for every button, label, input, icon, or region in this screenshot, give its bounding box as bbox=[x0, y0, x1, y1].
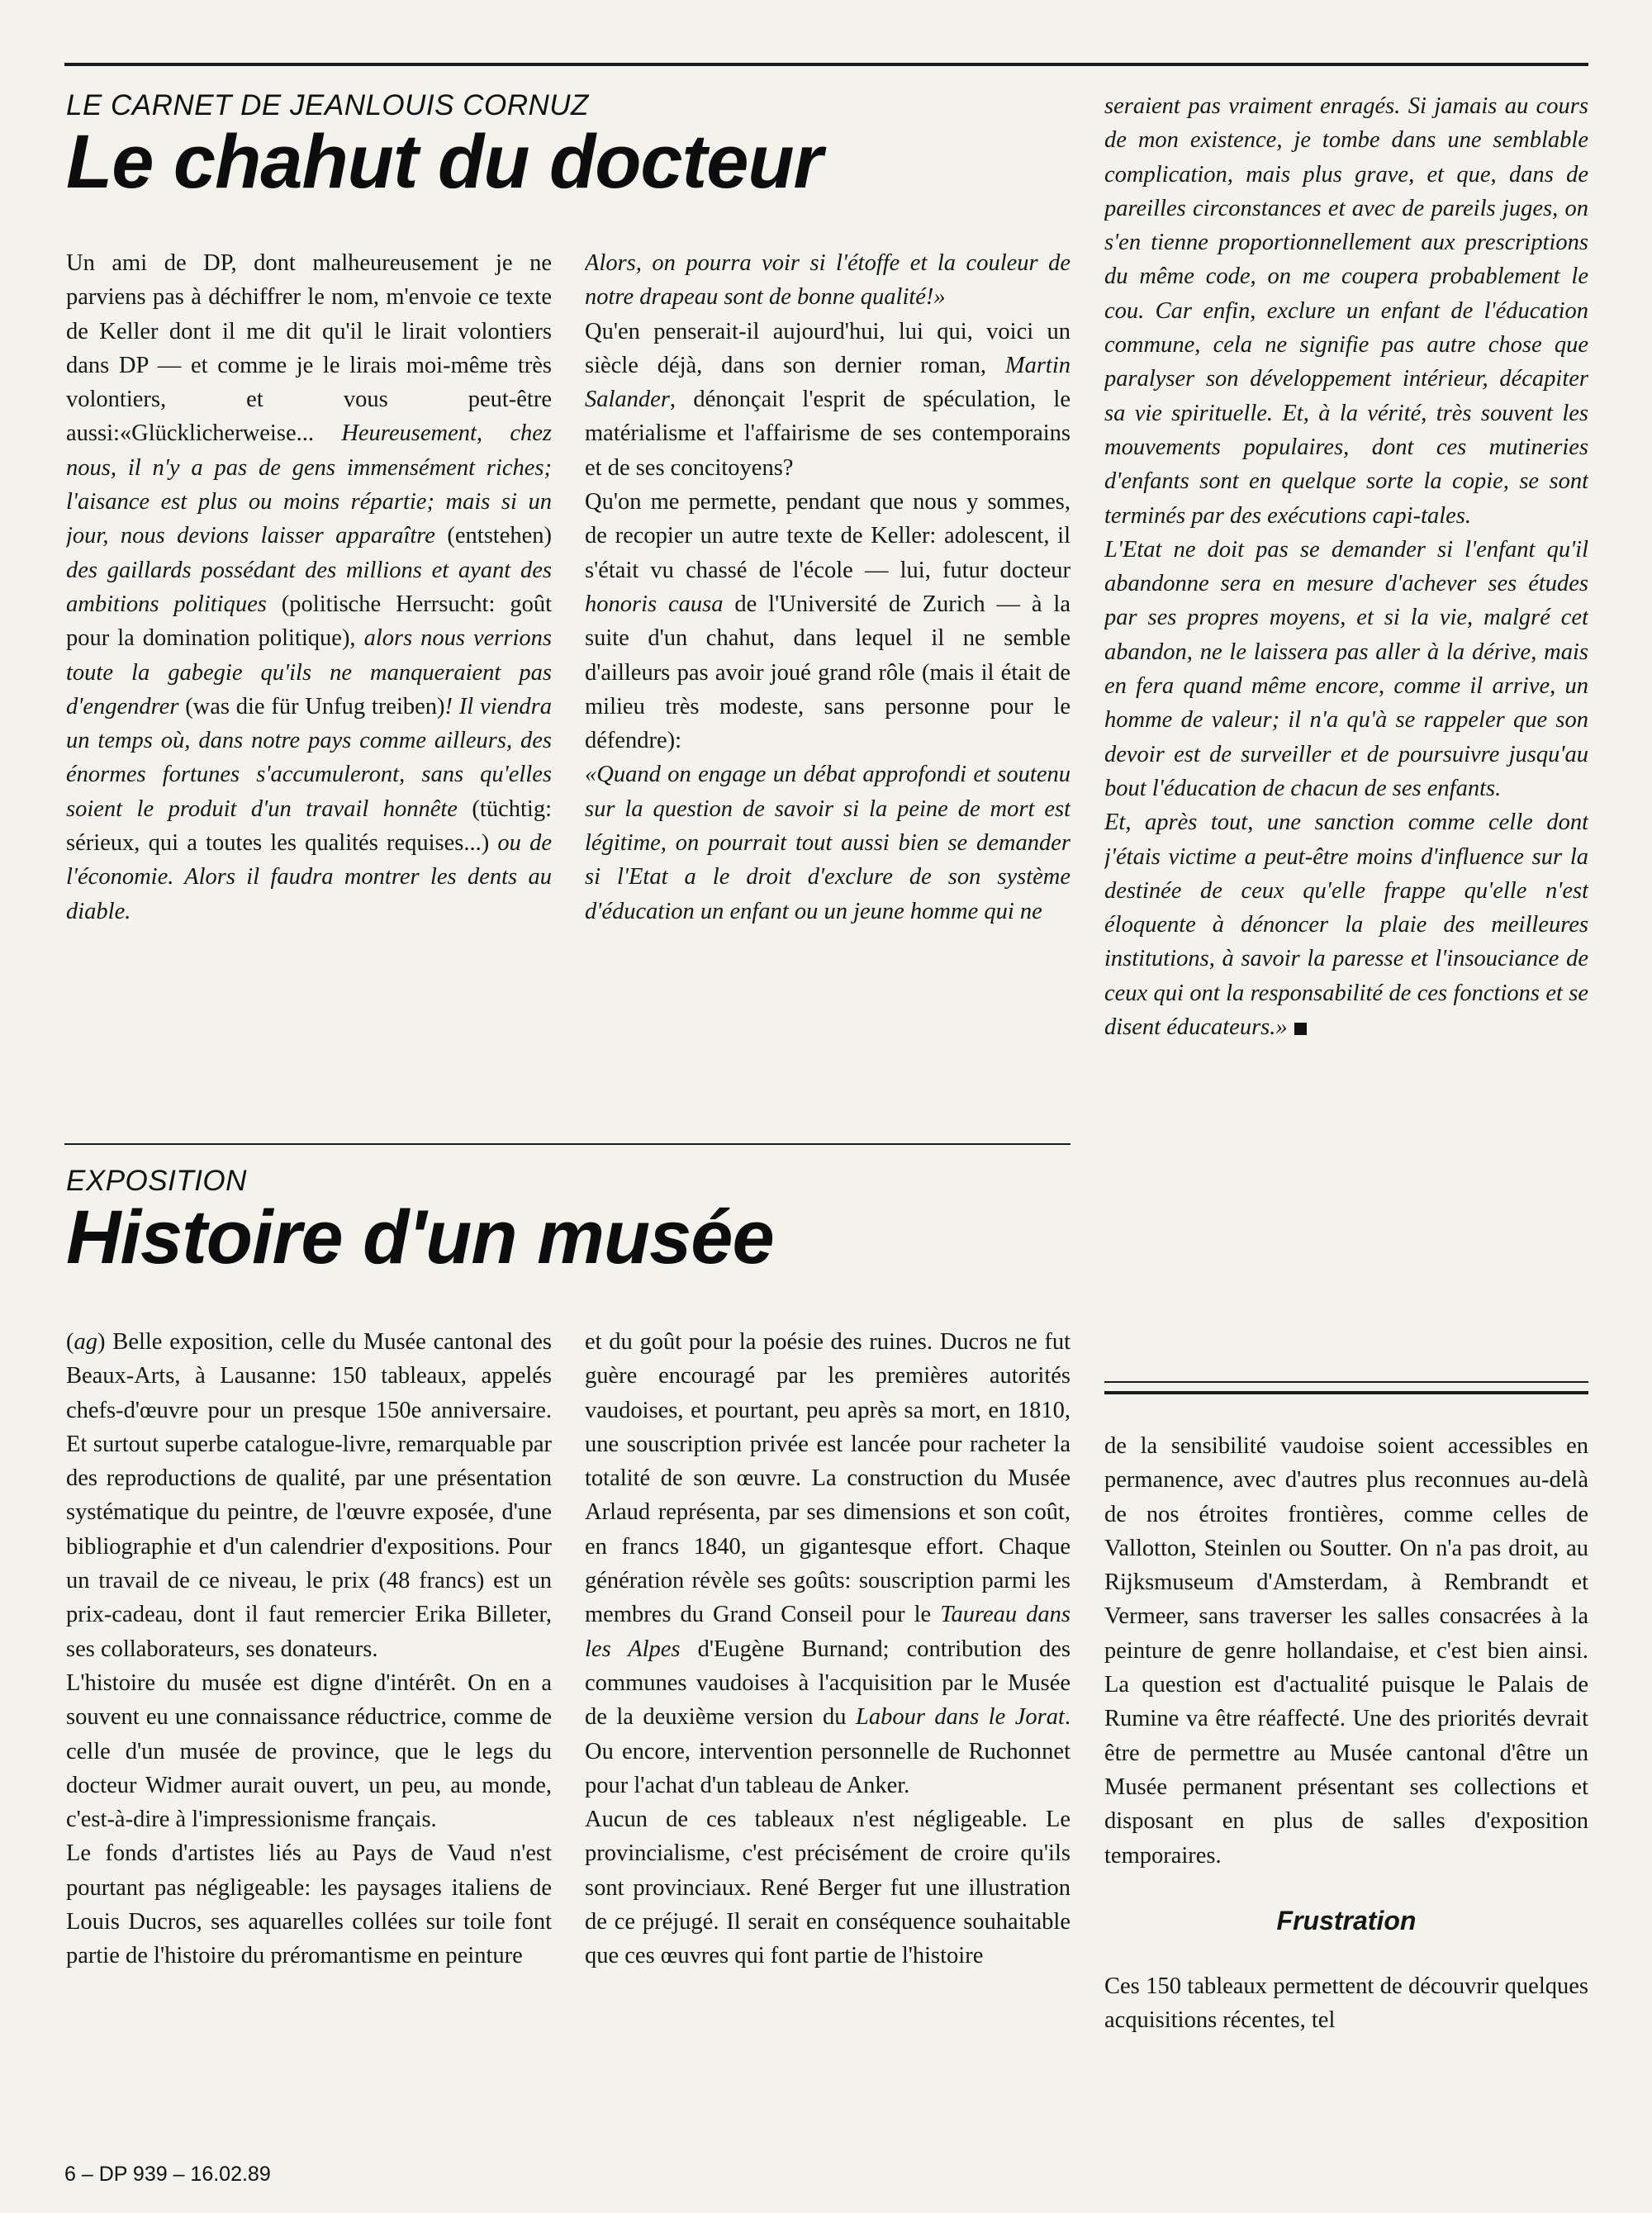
text-run: Labour dans le Jorat bbox=[855, 1704, 1065, 1731]
article2-col3-paragraph-1: de la sensibilité vaudoise soient accessibles en permanence, avec d'autres plus reconnues au-delà de nos étroites frontières, comme celles de Vallotton, Steinlen ou Soutter. On n'a pas droit, au Rijksmuseum d'Amsterdam, à Rembrandt et Vermeer, sans traverser les salles consacrées à la peinture de genre hollandaise, et c'est bien ainsi. La question est d'actualité puisque le Palais de Rumine va être réaffecté. Une des priorités devrait être de permettre au Musée cantonal d'être un Musée permanent présentant ses collections et disposant en plus de salles d'exposition temporaires. bbox=[1104, 1433, 1588, 1869]
text-run: ou de l'économie. Alors il faudra montrer les dents au diable. bbox=[66, 830, 552, 924]
column-divider-double-rule-top bbox=[1104, 1381, 1588, 1383]
text-run: «Quand on engage un débat approfondi et soutenu sur la question de savoir si la peine de mort est légitime, on pourrait tout aussi bien se demander si l'Etat a le droit d'exclure de son système d'éducation un enfant ou un jeune homme qui ne bbox=[585, 762, 1070, 924]
text-run: (tüchtig: sérieux, qui a toutes les qualités requises...) bbox=[66, 795, 552, 857]
text-run: d'Eugène Burnand; contribution des communes vaudoises à l'acquisition par le Musée de la deuxième version du bbox=[585, 1636, 1070, 1731]
article1-column-1 bbox=[66, 246, 552, 1056]
text-run: Qu'on me permette, pendant que nous y sommes, de recopier un autre texte de Keller: adolescent, il s'était vu chassé de l'école — lui, futur docteur bbox=[585, 489, 1070, 583]
text-run: ag bbox=[74, 1329, 97, 1355]
article2-subhead-frustration: Frustration bbox=[1276, 1905, 1417, 1935]
article2-col2-paragraph-2: Aucun de ces tableaux n'est négligeable. Le provincialisme, c'est précisément de croire qu'ils sont provinciaux. René Berger fut une illustration de ce préjugé. Il serait en conséquence souhaitable que ces œuvres qui font partie de l'histoire bbox=[585, 1807, 1070, 1969]
article2-col1-paragraph-1 bbox=[66, 1325, 552, 1666]
article1-col3-paragraph-3-text: Et, après tout, une sanction comme celle dont j'étais victime a peut-être moins d'influence sur la destinée de ceux qu'elle frappe qu'elle n'est éloquente à dénoncer la plaie des meilleures institutions, à savoir la paresse et l'insouciance de ceux qui ont la responsabilité de ces fonctions et se disent éducateurs.» bbox=[1104, 810, 1588, 1041]
text-run: Taureau dans les Alpes bbox=[585, 1602, 1070, 1662]
article2-col2-paragraph-1 bbox=[585, 1325, 1070, 1802]
article1-kicker: LE CARNET DE JEANLOUIS CORNUZ bbox=[66, 89, 589, 121]
article1-col3-paragraph-3 bbox=[1104, 805, 1588, 1044]
end-of-article-mark bbox=[1294, 1023, 1307, 1035]
top-rule bbox=[64, 63, 1588, 66]
text-run: honoris causa bbox=[585, 591, 735, 617]
article1-col3-paragraph-2: L'Etat ne doit pas se demander si l'enfant qu'il abandonne sera en mesure d'achever ses études par ses propres moyens, et si la vie, malgré cet abandon, ne le laissera pas aller à la dérive, mais en fera quand même encore, comme il arrive, un homme de valeur; il n'a qu'à se rappeler que son devoir est de surveiller et de poursuivre jusqu'au bout l'éducation de chacun de ses enfants. bbox=[1104, 536, 1588, 801]
text-run: Martin Salander bbox=[585, 352, 1070, 413]
text-run: ! Il viendra un temps où, dans notre pays comme ailleurs, des énormes fortunes s'accumuleront, sans qu'elles soient le produit d'un travail honnête bbox=[66, 693, 552, 822]
text-run: «Glücklicherweise... bbox=[119, 420, 342, 447]
text-run: , dénonçait l'esprit de spéculation, le matérialisme et l'affairisme de ses contemporains et de ses concitoyens? bbox=[585, 387, 1070, 481]
article2-column-2 bbox=[585, 1325, 1070, 2151]
article1-col2-paragraph-4 bbox=[585, 757, 1070, 928]
article2-kicker: EXPOSITION bbox=[66, 1165, 247, 1197]
article2-col3-paragraph-2: Ces 150 tableaux permettent de découvrir quelques acquisitions récentes, tel bbox=[1104, 1973, 1588, 2034]
text-run: Qu'en penserait-il aujourd'hui, lui qui, voici un siècle déjà, dans son dernier roman, bbox=[585, 318, 1070, 378]
text-run: et du goût pour la poésie des ruines. Ducros ne fut guère encouragé par les premières autorités vaudoises, et pourtant, peu après sa mort, en 1810, une souscription privée est lancée pour racheter la totalité de son œuvre. La construction du Musée Arlaud représenta, par ses dimensions et son coût, en francs 1840, un gigantesque effort. Chaque génération révèle ses goûts: souscription parmi les membres du Grand Conseil pour le bbox=[585, 1329, 1070, 1628]
text-run: des gaillards possédant des millions et ayant des ambitions politiques bbox=[66, 557, 552, 617]
text-run: (politische Herrsucht: goût pour la domination politique), bbox=[66, 591, 552, 652]
page-footer-folio: 6 – DP 939 – 16.02.89 bbox=[64, 2163, 271, 2186]
article1-col2-paragraph-1 bbox=[585, 246, 1070, 315]
text-run: Heureusement, chez nous, il n'y a pas de gens immensément riches; l'aisance est plus ou moins répartie; mais si un jour, nous devions laisser apparaître bbox=[66, 420, 552, 549]
article1-column-3 bbox=[1104, 89, 1588, 1345]
article1-col2-paragraph-2 bbox=[585, 315, 1070, 485]
section-divider-rule bbox=[64, 1143, 1070, 1145]
article2-column-1 bbox=[66, 1325, 552, 2151]
text-run: (was die für Unfug treiben) bbox=[185, 693, 445, 719]
article1-col2-paragraph-3 bbox=[585, 485, 1070, 757]
article2-title: Histoire d'un musée bbox=[66, 1195, 774, 1280]
article2-column-3 bbox=[1104, 1429, 1588, 2156]
article1-column-2 bbox=[585, 246, 1070, 1056]
text-run: de l'Université de Zurich — à la suite d'un chahut, dans lequel il ne semble d'ailleurs pas avoir joué grand rôle (mais il était de milieu très modeste, sans personne pour le défendre): bbox=[585, 591, 1070, 754]
text-run: (entstehen) bbox=[447, 523, 552, 549]
column-divider-double-rule-bottom bbox=[1104, 1391, 1588, 1394]
article1-col3-paragraph-1: seraient pas vraiment enragés. Si jamais au cours de mon existence, je tombe dans une semblable complication, mais plus grave, et que, dans de pareilles circonstances et avec de pareils juges, on s'en tienne proportionnellement aux prescriptions du même code, on me coupera probablement le cou. Car enfin, exclure un enfant de l'éducation commune, cela ne signifie pas autre chose que paralyser son développement intérieur, décapiter sa vie spirituelle. Et, à la vérité, très souvent les mouvements populaires, dont ces mutineries d'enfants sont en quelque sorte la copie, se sont terminés par des exécutions capi-tales. bbox=[1104, 93, 1588, 529]
text-run: Alors, on pourra voir si l'étoffe et la couleur de notre drapeau sont de bonne qualité!» bbox=[585, 250, 1070, 311]
text-run: . Ou encore, intervention personnelle de Ruchonnet pour l'achat d'un tableau de Anker. bbox=[585, 1704, 1070, 1798]
article1-col1-paragraph bbox=[66, 246, 552, 928]
article1-title: Le chahut du docteur bbox=[66, 120, 823, 204]
text-run: ) Belle exposition, celle du Musée cantonal des Beaux-Arts, à Lausanne: 150 tableaux, appelés chefs-d'œuvre pour un presque 150e anniversaire. Et surtout superbe catalogue-livre, remarquable par des reproductions de qualité, par une présentation systématique du peintre, de l'œuvre exposée, d'une bibliographie et d'un calendrier d'expositions. Pour un travail de ce niveau, le prix (48 francs) est un prix-cadeau, dont il faut remercier Erika Billeter, ses collaborateurs, ses donateurs. bbox=[66, 1329, 552, 1662]
text-run: ( bbox=[66, 1329, 74, 1355]
article2-col1-paragraph-3: Le fonds d'artistes liés au Pays de Vaud n'est pourtant pas négligeable: les paysages italiens de Louis Ducros, ses aquarelles collées sur toile font partie de l'histoire du préromantisme en peinture bbox=[66, 1840, 552, 1969]
article2-col1-paragraph-2: L'histoire du musée est digne d'intérêt. On en a souvent eu une connaissance réductrice, comme de celle d'un musée de province, que le legs du docteur Widmer aurait ouvert, un peu, au monde, c'est-à-dire à l'impressionisme français. bbox=[66, 1669, 552, 1833]
text-run: alors nous verrions toute la gabegie qu'ils ne manqueraient pas d'engendrer bbox=[66, 625, 552, 719]
text-run: Un ami de DP, dont malheureusement je ne parviens pas à déchiffrer le nom, m'envoie ce texte de Keller dont il me dit qu'il le lirait volontiers dans DP — et comme je le lirais moi-même très volontiers, et vous peut-être aussi: bbox=[66, 250, 552, 447]
